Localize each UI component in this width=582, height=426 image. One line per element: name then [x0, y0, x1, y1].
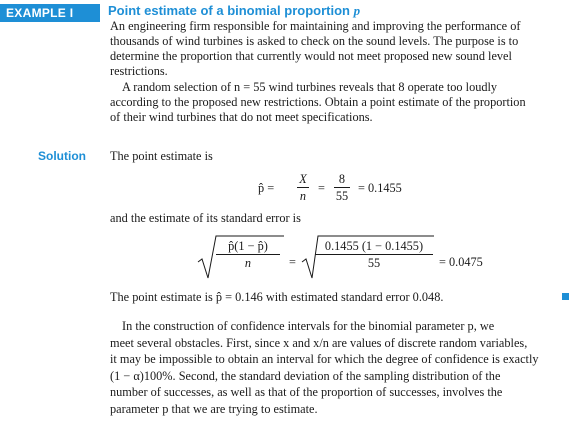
fraction-bar [216, 254, 280, 255]
eq1-frac1-denominator: n [299, 189, 307, 203]
eq1-frac1-numerator: X [299, 172, 307, 186]
discussion-line: it may be impossible to obtain an interval for which the degree of confidence is exactly [110, 352, 539, 366]
discussion-paragraph [110, 318, 575, 417]
problem-paragraph-2 [110, 80, 575, 125]
eq1-fraction-8-over-55 [334, 172, 350, 203]
eq2-rhs-denominator: 55 [367, 256, 381, 270]
problem-line: of their wind turbines that do not meet specifications. [110, 110, 373, 124]
example-label: EXAMPLE I [0, 4, 100, 22]
eq2-equals: = [289, 255, 296, 269]
eq1-lhs: p̂ = [258, 181, 275, 195]
discussion-line: parameter p that we are trying to estimate. [110, 401, 318, 416]
eq2-lhs-denominator: n [244, 256, 252, 270]
problem-line: determine the proportion that currently would not meet proposed new sound level [110, 49, 512, 63]
problem-line: A random selection of n = 55 wind turbines reveals that 8 operate too loudly [122, 80, 498, 94]
fraction-bar [315, 254, 433, 255]
fraction-bar [334, 187, 350, 188]
eq1-fraction-x-over-n [297, 172, 309, 203]
discussion-line: meet several obstacles. First, since x and x/n are values of discrete random variables, [110, 335, 528, 350]
eq2-lhs-fraction [216, 239, 280, 270]
solution-conclusion: The point estimate is p̂ = 0.146 with estimated standard error 0.048. [110, 290, 444, 304]
eq2-rhs-fraction [315, 239, 433, 270]
eq2-result: = 0.0475 [439, 255, 483, 269]
eq1-equals: = [318, 181, 325, 195]
problem-line: restrictions. [110, 64, 168, 78]
discussion-line: In the construction of confidence intervals for the binomial parameter p, we [122, 319, 495, 333]
p-hat: p̂ [258, 181, 265, 195]
eq1-frac2-numerator: 8 [338, 172, 346, 186]
fraction-bar [297, 187, 309, 188]
discussion-line: (1 − α)100%. Second, the standard deviation of the sampling distribution of the [110, 368, 501, 383]
example-title [108, 3, 360, 19]
se-intro: and the estimate of its standard error is [110, 211, 301, 225]
example-title-text: Point estimate of a binomial proportion [108, 3, 350, 18]
eq1-result: = 0.1455 [358, 181, 402, 195]
example-title-variable: p [353, 3, 361, 18]
solution-label: Solution [38, 149, 86, 163]
problem-line: according to the proposed new restrictions. Obtain a point estimate of the proportion [110, 95, 526, 109]
eq2-lhs-numerator: p̂(1 − p̂) [228, 239, 268, 253]
end-of-example-marker [562, 293, 569, 300]
problem-line: An engineering firm responsible for maintaining and improving the performance of [110, 19, 521, 33]
eq2-rhs-numerator: 0.1455 (1 − 0.1455) [324, 239, 424, 253]
eq1-frac2-denominator: 55 [335, 189, 349, 203]
solution-intro: The point estimate is [110, 149, 213, 163]
problem-paragraph-1 [110, 19, 575, 79]
discussion-line: number of successes, as well as that of the proportion of successes, involves the [110, 385, 503, 399]
problem-line: thousands of wind turbines is asked to check on the sound levels. The purpose is to [110, 34, 519, 48]
